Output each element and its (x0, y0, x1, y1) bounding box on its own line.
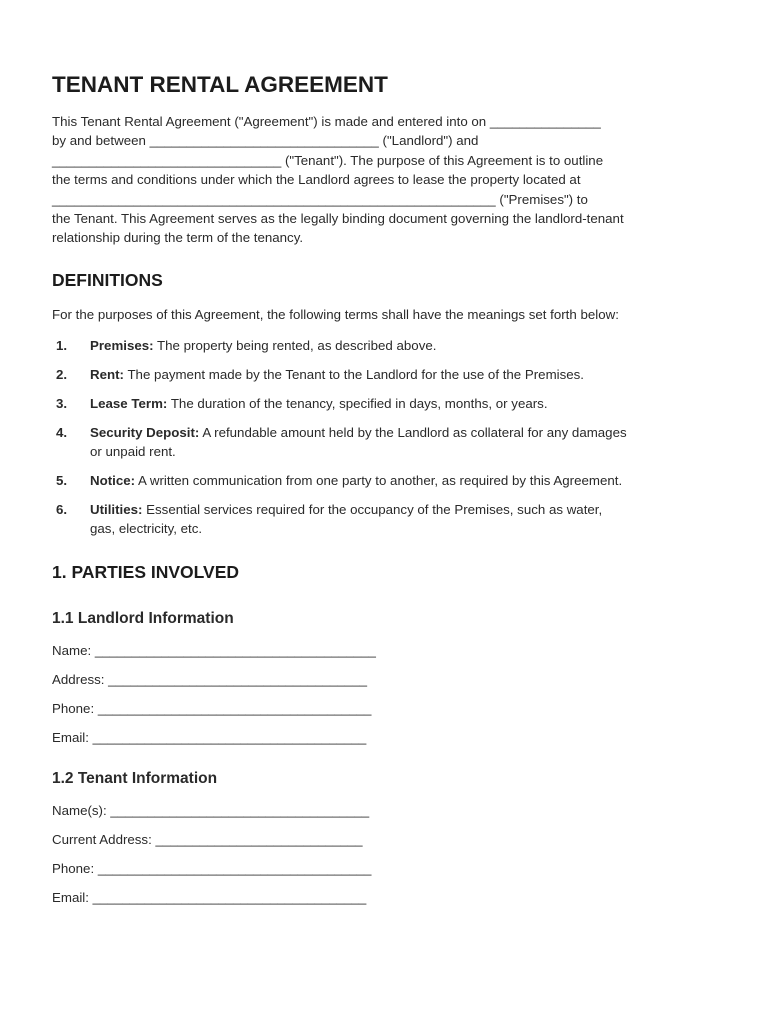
intro-line: This Tenant Rental Agreement ("Agreement") is made and entered into on _______________ (52, 114, 601, 129)
landlord-info-heading: 1.1 Landlord Information (52, 610, 234, 627)
definition-text: The duration of the tenancy, specified in days, months, or years. (167, 396, 548, 411)
landlord-email-field[interactable]: Email: _____________________________________ (52, 730, 367, 745)
intro-line: relationship during the term of the tenancy. (52, 230, 304, 246)
intro-line: _______________________________ ("Tenant"). The purpose of this Agreement is to outline (52, 152, 604, 168)
definition-number: 1. (56, 338, 68, 353)
definition-text-continued: or unpaid rent. (90, 444, 176, 460)
tenant-phone-field[interactable]: Phone: _____________________________________ (52, 861, 372, 876)
intro-line: the terms and conditions under which the Landlord agrees to lease the property located at (52, 172, 581, 188)
definition-term: Utilities: (90, 502, 143, 517)
definition-text-continued: gas, electricity, etc. (90, 521, 203, 537)
definition-text: A written communication from one party to another, as required by this Agreement. (135, 473, 623, 488)
tenant-name-field[interactable]: Name(s): ___________________________________ (52, 803, 370, 818)
intro-line: ____________________________________________________________ ("Premises") to (52, 191, 588, 207)
intro-line: by and between _______________________________ ("Landlord") and (52, 133, 479, 149)
definition-term: Lease Term: (90, 396, 168, 411)
definition-number: 3. (56, 396, 68, 411)
document-title: TENANT RENTAL AGREEMENT (52, 72, 388, 97)
definition-item (52, 336, 732, 355)
definition-number: 6. (56, 502, 68, 517)
tenant-address-field[interactable]: Current Address: ____________________________ (52, 832, 363, 847)
definition-term: Rent: (90, 367, 124, 382)
definition-text: A refundable amount held by the Landlord as collateral for any damages (199, 425, 627, 440)
definitions-intro: For the purposes of this Agreement, the following terms shall have the meanings set forth below: (52, 307, 619, 322)
definition-item (52, 471, 732, 490)
tenant-email-field[interactable]: Email: _____________________________________ (52, 890, 367, 905)
definition-term: Security Deposit: (90, 425, 200, 440)
definition-text: The property being rented, as described above. (153, 338, 437, 353)
definition-item (52, 365, 732, 384)
intro-paragraph (52, 112, 742, 248)
definition-term: Notice: (90, 473, 136, 488)
definitions-heading: DEFINITIONS (52, 270, 163, 290)
definition-text: Essential services required for the occupancy of the Premises, such as water, (142, 502, 603, 517)
definition-text: The payment made by the Tenant to the Landlord for the use of the Premises. (123, 367, 584, 382)
intro-line: the Tenant. This Agreement serves as the legally binding document governing the landlord-tenant (52, 211, 624, 227)
definition-item (52, 423, 732, 462)
landlord-name-field[interactable]: Name: ______________________________________ (52, 643, 376, 658)
definition-term: Premises: (90, 338, 154, 353)
tenant-info-heading: 1.2 Tenant Information (52, 770, 218, 787)
definition-number: 2. (56, 367, 68, 382)
landlord-address-field[interactable]: Address: ___________________________________ (52, 672, 367, 687)
definition-item (52, 394, 732, 413)
definition-item (52, 500, 732, 539)
definition-number: 5. (56, 473, 68, 488)
landlord-phone-field[interactable]: Phone: _____________________________________ (52, 701, 372, 716)
definition-number: 4. (56, 425, 68, 440)
parties-heading: 1. PARTIES INVOLVED (52, 562, 240, 582)
